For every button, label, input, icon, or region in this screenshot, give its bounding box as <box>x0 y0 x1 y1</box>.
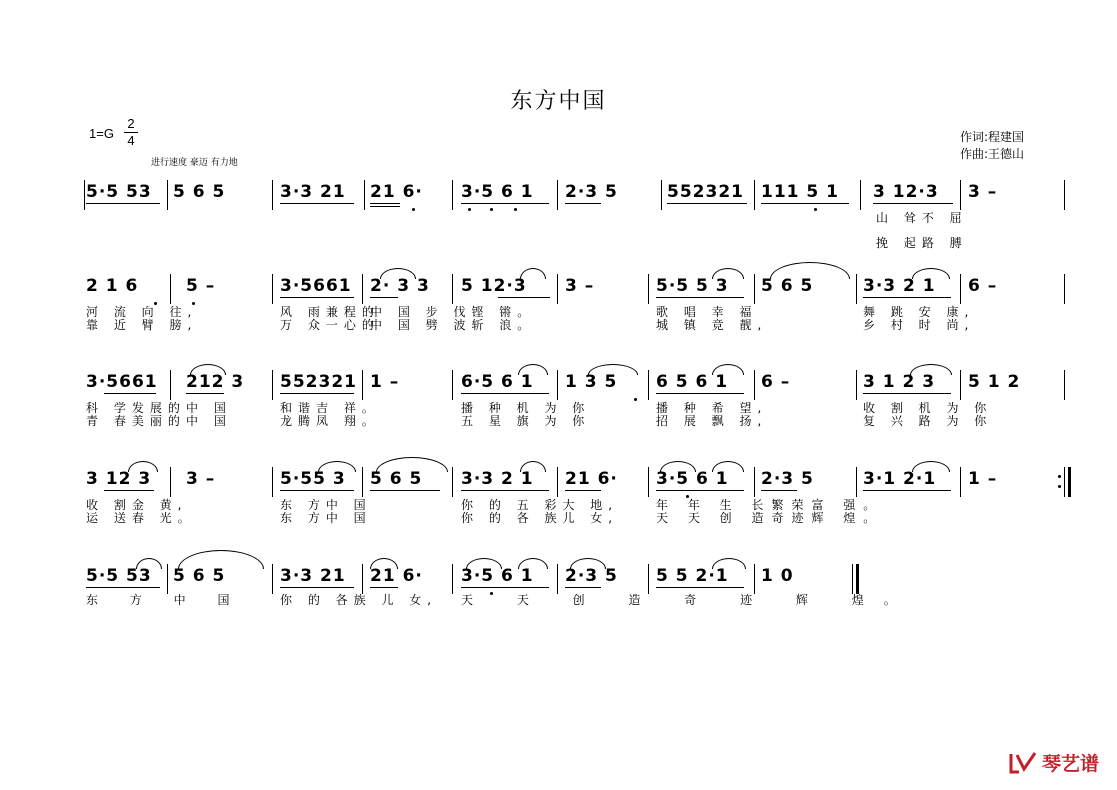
lyric-line-2: 龙腾凤 翔。 <box>280 414 380 428</box>
barline <box>452 467 453 497</box>
measure: 3·3 21 <box>280 182 346 202</box>
barline <box>170 274 171 304</box>
barline <box>754 564 755 594</box>
lyric-line-2: 复 兴 路 为 你 <box>863 414 993 428</box>
underline <box>461 393 549 394</box>
final-barline <box>852 564 853 594</box>
barline <box>452 274 453 304</box>
low-octave-dot <box>514 208 517 211</box>
measure: 5·5 53 <box>86 566 152 586</box>
underline <box>498 297 550 298</box>
lyric-line-2: 万 众一心的 <box>280 318 380 332</box>
underline <box>370 490 440 491</box>
tie-arc <box>518 364 548 375</box>
measure: 3·5 6 1 <box>461 566 534 586</box>
key-signature: 1=G <box>89 126 114 141</box>
barline <box>452 564 453 594</box>
measure: 5 6 5 <box>370 469 423 489</box>
lyric-line-1: 播 种 希 望, <box>656 401 768 415</box>
measure: 5·55 3 <box>280 469 346 489</box>
measure: 3·3 2 1 <box>461 469 534 489</box>
lyric-line-1: 歌 唱 幸 福 <box>656 305 758 319</box>
low-octave-dot <box>412 208 415 211</box>
barline <box>362 274 363 304</box>
song-title: 东方中国 <box>510 89 607 114</box>
measure: 5 12·3 <box>461 276 527 296</box>
underline <box>370 203 400 204</box>
barline <box>557 467 558 497</box>
underline <box>565 490 601 491</box>
underline <box>873 203 953 204</box>
underline <box>370 206 400 207</box>
barline <box>648 274 649 304</box>
barline <box>170 370 171 400</box>
slur-arc <box>588 364 638 375</box>
repeat-dot <box>1058 485 1061 488</box>
barline <box>362 564 363 594</box>
measure: 6 – <box>968 276 998 296</box>
measure: 1 0 <box>761 566 794 586</box>
measure: 1 – <box>370 372 400 392</box>
lyric-line-2: 城 镇 竞 靓, <box>656 318 768 332</box>
measure: 2·3 5 <box>565 566 618 586</box>
underline <box>461 587 549 588</box>
barline <box>648 467 649 497</box>
underline <box>656 393 744 394</box>
lyricist-credit: 作词:程建国 <box>960 130 1025 144</box>
tie-arc <box>910 364 952 375</box>
barline <box>452 180 453 210</box>
lyric-line-1: 收 割金 黄, <box>86 498 188 512</box>
underline <box>461 203 549 204</box>
lyric-line-2: 乡 村 时 尚, <box>863 318 975 332</box>
underline <box>280 393 354 394</box>
underline <box>863 393 951 394</box>
barline <box>754 467 755 497</box>
underline <box>104 490 154 491</box>
measure: 6 – <box>761 372 791 392</box>
barline <box>272 274 273 304</box>
score-row-2 <box>0 270 1117 340</box>
tie-arc <box>370 558 398 569</box>
low-octave-dot <box>814 208 817 211</box>
barline <box>960 467 961 497</box>
lyric-line-1: 收 割 机 为 你 <box>863 401 993 415</box>
logo-mark-icon <box>1008 751 1038 775</box>
barline <box>856 467 857 497</box>
tie-arc <box>520 268 546 279</box>
time-signature-top: 2 <box>127 116 135 131</box>
lyric-line-1: 播 种 机 为 你 <box>461 401 591 415</box>
measure: 3·5661 <box>86 372 158 392</box>
barline <box>557 274 558 304</box>
barline <box>661 180 662 210</box>
underline <box>656 297 744 298</box>
underline <box>104 393 156 394</box>
lyric-line-2: 中 国 <box>186 414 232 428</box>
lyric-line-2: 五 星 旗 为 你 <box>461 414 591 428</box>
barline <box>754 274 755 304</box>
tie-arc <box>912 461 950 472</box>
lyric-line-1: 东 方 中 国 <box>86 593 244 607</box>
lyric-line-1: 中 国 步 伐铿 锵。 <box>370 305 536 319</box>
barline <box>272 180 273 210</box>
measure: 21 6· <box>370 566 423 586</box>
barline <box>1064 180 1065 210</box>
barline <box>272 564 273 594</box>
barline <box>960 274 961 304</box>
tie-arc <box>518 558 548 569</box>
score-row-3 <box>0 366 1117 436</box>
underline <box>863 297 951 298</box>
lyric-line-1: 山 耸不 屈 <box>876 211 968 225</box>
measure: 2·3 5 <box>761 469 814 489</box>
measure: 5·5 5 3 <box>656 276 729 296</box>
underline <box>863 490 951 491</box>
measure: 5 – <box>186 276 216 296</box>
barline <box>557 180 558 210</box>
barline <box>648 370 649 400</box>
lyric-line-2: 靠 近 臂 膀, <box>86 318 198 332</box>
repeat-end-barline-thick <box>1068 467 1071 497</box>
tie-arc <box>570 558 606 569</box>
tie-arc <box>136 558 162 569</box>
measure: 552321 <box>667 182 744 202</box>
tie-arc <box>190 364 226 375</box>
measure: 3 12 3 <box>86 469 152 489</box>
measure: 3 12·3 <box>873 182 939 202</box>
measure: 6 5 6 1 <box>656 372 729 392</box>
repeat-dot <box>1058 475 1061 478</box>
score-row-5 <box>0 560 1117 630</box>
barline <box>272 370 273 400</box>
barline <box>960 370 961 400</box>
underline <box>656 490 744 491</box>
underline <box>565 203 601 204</box>
slur-arc <box>376 457 448 472</box>
barline <box>960 180 961 210</box>
underline <box>461 490 549 491</box>
underline <box>280 203 354 204</box>
measure: 552321 <box>280 372 357 392</box>
barline <box>364 180 365 210</box>
underline <box>280 587 354 588</box>
measure: 5 6 5 <box>173 566 226 586</box>
low-octave-dot <box>634 398 637 401</box>
lyric-line-2: 运 送春 光。 <box>86 511 196 525</box>
qinyipu-logo <box>1008 749 1099 776</box>
measure: 3·1 2·1 <box>863 469 937 489</box>
tie-arc <box>380 268 416 279</box>
measure: 21 6· <box>370 182 423 202</box>
tie-arc <box>912 268 950 279</box>
time-signature <box>124 116 138 149</box>
tie-arc <box>466 558 502 569</box>
lyric-line-2: 天 天 创 造奇迹辉 煌。 <box>656 511 884 525</box>
low-octave-dot <box>490 208 493 211</box>
barline <box>754 370 755 400</box>
slur-arc <box>178 550 264 569</box>
tie-arc <box>520 461 546 472</box>
barline <box>860 180 861 210</box>
barline <box>754 180 755 210</box>
lyric-line-1: 年 年 生 长繁荣富 强。 <box>656 498 884 512</box>
measure: 3·3 21 <box>280 566 346 586</box>
measure: 3·5661 <box>280 276 352 296</box>
measure: 3 – <box>186 469 216 489</box>
measure: 5 5 2·1 <box>656 566 729 586</box>
underline <box>370 297 398 298</box>
lyric-line-2: 招 展 飘 扬, <box>656 414 768 428</box>
barline <box>557 564 558 594</box>
measure: 21 6· <box>565 469 618 489</box>
barline <box>167 564 168 594</box>
measure: 5·5 53 <box>86 182 152 202</box>
time-signature-bottom: 4 <box>124 132 138 149</box>
barline <box>362 370 363 400</box>
lyric-line-1: 河 流 向 往, <box>86 305 198 319</box>
measure: 1 3 5 <box>565 372 618 392</box>
lyric-line-1: 你 的 各族 儿 女, <box>280 593 438 607</box>
tie-arc <box>712 461 744 472</box>
barline <box>856 274 857 304</box>
measure: 3 – <box>968 182 998 202</box>
underline <box>656 587 744 588</box>
tie-arc <box>128 461 158 472</box>
underline <box>186 393 224 394</box>
barline <box>452 370 453 400</box>
underline <box>761 490 797 491</box>
tie-arc <box>712 558 746 569</box>
underline <box>280 490 354 491</box>
logo-text: 琴艺谱 <box>1041 753 1099 775</box>
measure: 3 – <box>565 276 595 296</box>
measure: 2 1 6 <box>86 276 139 296</box>
underline <box>86 587 160 588</box>
measure: 3·3 2 1 <box>863 276 936 296</box>
repeat-end-barline <box>1064 467 1065 497</box>
measure: 3 1 2 3 <box>863 372 936 392</box>
tie-arc <box>660 461 696 472</box>
lyric-line-1: 天 天 创 造 奇 迹 辉 煌。 <box>461 593 916 607</box>
measure: 3·5 6 1 <box>461 182 534 202</box>
tie-arc <box>712 268 744 279</box>
final-barline-thick <box>856 564 859 594</box>
score-row-4 <box>0 463 1117 533</box>
lyric-line-2: 中 国 劈 波斩 浪。 <box>370 318 536 332</box>
lyric-line-1: 舞 跳 安 康, <box>863 305 975 319</box>
lyric-line-1: 东 方中 国 <box>280 498 372 512</box>
barline <box>362 467 363 497</box>
lyric-line-1: 风 雨兼程的 <box>280 305 380 319</box>
underline <box>370 587 398 588</box>
tie-arc <box>318 461 356 472</box>
underline <box>667 203 747 204</box>
barline <box>1064 274 1065 304</box>
barline <box>272 467 273 497</box>
measure: 5 6 5 <box>173 182 226 202</box>
lyric-line-1: 你 的 五 彩大 地, <box>461 498 619 512</box>
measure: 212 3 <box>186 372 245 392</box>
low-octave-dot <box>468 208 471 211</box>
tie-arc <box>712 364 744 375</box>
lyric-line-2: 挽 起路 膊 <box>876 236 968 250</box>
lyric-line-1: 科 学发展的 <box>86 401 186 415</box>
measure: 6·5 6 1 <box>461 372 534 392</box>
underline <box>280 297 354 298</box>
barline <box>557 370 558 400</box>
barline <box>170 467 171 497</box>
measure: 2· 3 3 <box>370 276 430 296</box>
measure: 5 6 5 <box>761 276 814 296</box>
lyric-line-2: 你 的 各 族儿 女, <box>461 511 619 525</box>
barline <box>167 180 168 210</box>
measure: 5 1 2 <box>968 372 1021 392</box>
barline <box>856 370 857 400</box>
slur-arc <box>770 262 850 279</box>
measure: 2·3 5 <box>565 182 618 202</box>
score-row-1 <box>0 176 1117 250</box>
lyric-line-1: 和谐吉 祥。 <box>280 401 380 415</box>
tempo-marking: 进行速度 豪迈 有力地 <box>151 158 238 168</box>
barline <box>648 564 649 594</box>
measure: 3·5 6 1 <box>656 469 729 489</box>
underline <box>761 203 849 204</box>
underline <box>565 587 601 588</box>
measure: 1 – <box>968 469 998 489</box>
barline <box>1064 370 1065 400</box>
measure: 111 5 1 <box>761 182 839 202</box>
lyric-line-1: 中 国 <box>186 401 232 415</box>
lyric-line-2: 青 春美丽的 <box>86 414 186 428</box>
underline <box>86 203 160 204</box>
lyric-line-2: 东 方中 国 <box>280 511 372 525</box>
barline <box>84 180 85 210</box>
composer-credit: 作曲:王德山 <box>960 147 1025 161</box>
